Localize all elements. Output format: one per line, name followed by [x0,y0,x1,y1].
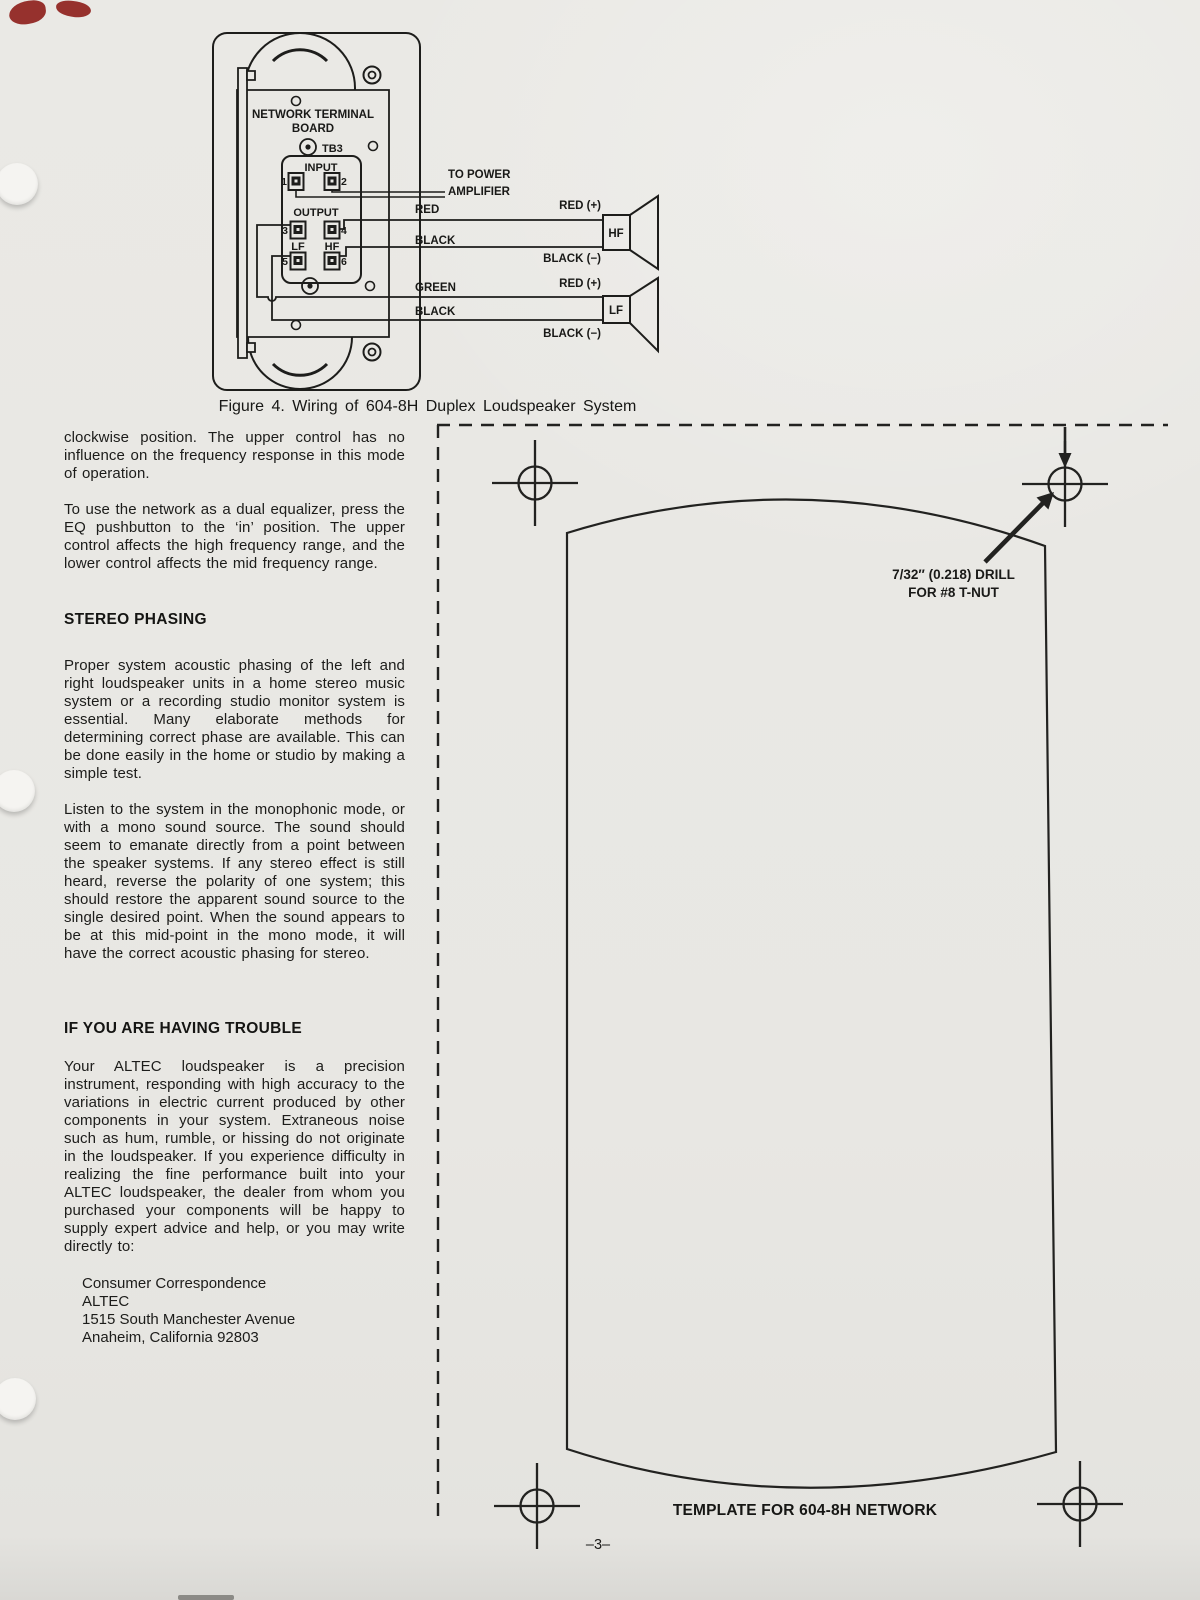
terminal-number-1: 1 [281,176,287,188]
heading-having-trouble: IF YOU ARE HAVING TROUBLE [64,1020,303,1037]
drill-callout-arrow [985,492,1054,562]
hf-wire-neg-label: BLACK [415,235,456,247]
template-outline [567,499,1056,1487]
to-power-line1: TO POWER [448,169,511,181]
terminal-number-5: 5 [282,256,288,268]
board-title-line1: NETWORK TERMINAL [251,109,375,121]
lf-speaker-label: LF [608,305,624,317]
terminal-number-6: 6 [341,256,347,268]
punch-hole-middle [0,770,35,812]
punch-hole-bottom [0,1378,36,1420]
paragraph-dual-equalizer: To use the network as a dual equalizer, press the EQ pushbutton to the ‘in’ position. The upper control affects the high frequency range, and the lower control affects the mid frequency range. [64,501,405,572]
terminal-number-4: 4 [341,225,347,237]
terminal-number-2: 2 [341,176,347,188]
red-ink-mark-1 [8,0,48,26]
to-power-line2: AMPLIFIER [448,186,510,198]
lf-speaker-neg-label: BLACK (−) [543,328,601,340]
page-number: –3– [585,1537,611,1553]
hf-speaker-pos-label: RED (+) [559,200,601,212]
drill-note [846,566,1061,602]
drill-note-line2: FOR #8 T-NUT [908,585,999,600]
paragraph-phasing: Proper system acoustic phasing of the left and right loudspeaker units in a home stereo music system or a recording studio monitor system is essential. Many elaborate methods for determining correct phase are available. This can be done easily in the home or studio by making a simple test. [64,657,405,782]
speaker-frame-top-arc [273,50,327,61]
input-label: INPUT [304,162,338,174]
drill-note-line1: 7/32″ (0.218) DRILL [892,567,1015,582]
board-title-line2: BOARD [291,123,335,135]
network-template-drawing [420,410,1200,1570]
output-label: OUTPUT [293,207,339,219]
figure-caption: Figure 4. Wiring of 604-8H Duplex Loudspeaker System [218,398,637,415]
template-caption: TEMPLATE FOR 604-8H NETWORK [672,1502,938,1519]
terminal-number-3: 3 [282,225,288,237]
address-line-2: ALTEC [82,1293,130,1310]
lf-speaker-pos-label: RED (+) [559,278,601,290]
speaker-frame-bottom-arc [273,364,327,375]
address-line-3: 1515 South Manchester Avenue [82,1311,296,1328]
crosshair-top-left [492,440,578,526]
screw-top-right [364,67,381,84]
hf-wire-pos-label: RED [415,204,440,216]
paragraph-mono-test: Listen to the system in the monophonic mode, or with a mono sound source. The sound should seem to emanate directly from a point between the speaker systems. If any stereo effect is still heard, reverse the polarity of one system; this should restore the apparent sound source to the single desired point. When the sound appears to be at this mid-point in the mono mode, it will have the correct acoustic phasing for stereo. [64,801,405,962]
screw-bottom-right [364,344,381,361]
lf-wire-neg-label: BLACK [415,306,456,318]
figure4-wiring-diagram [180,25,680,400]
hf-speaker-label: HF [608,228,624,240]
hf-terminal-label: HF [324,241,340,253]
drill-mark-down-arrow [1059,427,1072,468]
tb3-label: TB3 [322,143,343,155]
paragraph-trouble: Your ALTEC loudspeaker is a precision instrument, responding with high accuracy to the variations in electric current produced by other components in your system. Extraneous noise such as hum, rumble, or hissing do not originate in the loudspeaker. If you experience difficulty in realizing the fine performance built into your ALTEC loudspeaker, the dealer from whom you purchased your components will be happy to supply expert advice and help, or you may write directly to: [64,1058,405,1255]
paragraph-clockwise: clockwise position. The upper control has no influence on the frequency response in this mode of operation. [64,429,405,482]
address-block [82,1275,402,1347]
lf-terminal-label: LF [291,241,305,253]
heading-stereo-phasing: STEREO PHASING [64,611,207,628]
address-line-4: Anaheim, California 92803 [82,1329,259,1346]
punch-hole-top [0,163,38,205]
lf-wire-pos-label: GREEN [415,282,456,294]
crosshair-bottom-right [1037,1461,1123,1547]
red-ink-mark-2 [55,0,91,18]
address-line-1: Consumer Correspondence [82,1275,267,1292]
bottom-edge-mark [178,1595,234,1600]
hf-speaker-neg-label: BLACK (−) [543,253,601,265]
